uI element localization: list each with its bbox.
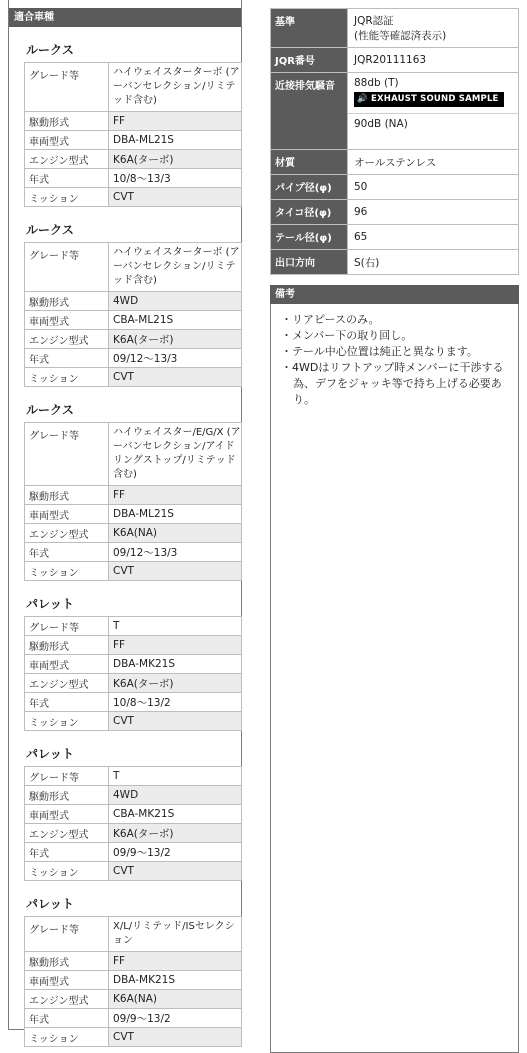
spec-row-exit <box>271 250 519 275</box>
field-value-mission: CVT <box>109 1028 242 1047</box>
field-label: エンジン型式 <box>25 674 109 693</box>
spec-label: 近接排気騒音 <box>271 73 348 150</box>
table-row <box>25 423 242 486</box>
field-value-year: 10/8～13/3 <box>109 169 242 188</box>
notes-panel <box>270 285 519 1053</box>
spec-label: 基準 <box>271 9 348 48</box>
table-row <box>25 917 242 952</box>
field-label: グレード等 <box>25 767 109 786</box>
field-label: エンジン型式 <box>25 824 109 843</box>
car-name: ルークス <box>26 43 74 57</box>
field-label: 駆動形式 <box>25 786 109 805</box>
note-item: ・メンバー下の取り回し。 <box>281 329 413 342</box>
car-spec-table <box>24 242 242 387</box>
field-label: エンジン型式 <box>25 990 109 1009</box>
spec-value <box>348 73 519 150</box>
table-row <box>25 862 242 881</box>
spec-panel <box>270 8 519 1053</box>
field-value-engine: K6A(NA) <box>109 990 242 1009</box>
table-row <box>25 843 242 862</box>
field-label: ミッション <box>25 862 109 881</box>
table-row <box>25 131 242 150</box>
field-value-model: DBA-ML21S <box>109 131 242 150</box>
field-label: エンジン型式 <box>25 150 109 169</box>
spec-row-noise <box>271 73 519 150</box>
table-row <box>25 617 242 636</box>
field-value-year: 09/12～13/3 <box>109 543 242 562</box>
table-row <box>25 543 242 562</box>
car-spec-table <box>24 916 242 1047</box>
compatible-vehicles-panel <box>8 0 242 1045</box>
field-label: 年式 <box>25 543 109 562</box>
field-label: エンジン型式 <box>25 330 109 349</box>
table-row <box>25 952 242 971</box>
field-value-model: DBA-MK21S <box>109 655 242 674</box>
field-value-grade: T <box>109 617 242 636</box>
table-row <box>25 824 242 843</box>
spec-value: 96 <box>348 200 519 225</box>
field-label: グレード等 <box>25 243 109 292</box>
field-value-drive: FF <box>109 952 242 971</box>
table-row <box>25 169 242 188</box>
spec-row-standard <box>271 9 519 48</box>
field-label: ミッション <box>25 368 109 387</box>
car-block <box>9 42 241 207</box>
table-row <box>25 150 242 169</box>
table-row <box>25 112 242 131</box>
field-label: 年式 <box>25 349 109 368</box>
spec-label: JQR番号 <box>271 48 348 73</box>
field-value-mission: CVT <box>109 188 242 207</box>
spec-row-material <box>271 150 519 175</box>
notes-header: 備考 <box>270 285 519 304</box>
field-value-grade: ハイウェイスターターボ (アーバンセレクション/リミテッド含む) <box>109 243 242 292</box>
table-row <box>25 693 242 712</box>
field-label: ミッション <box>25 712 109 731</box>
field-value-year: 09/12～13/3 <box>109 349 242 368</box>
field-label: 年式 <box>25 169 109 188</box>
table-row <box>25 971 242 990</box>
note-item: ・4WDはリフトアップ時メンバーに干渉する為、デフをジャッキ等で持ち上げる必要あり。 <box>281 361 504 406</box>
field-value-grade: X/L/リミテッド/ISセレクション <box>109 917 242 952</box>
field-label: 駆動形式 <box>25 486 109 505</box>
field-value-model: DBA-MK21S <box>109 971 242 990</box>
car-block <box>9 596 241 731</box>
field-label: 車両型式 <box>25 505 109 524</box>
field-value-mission: CVT <box>109 368 242 387</box>
field-label: エンジン型式 <box>25 524 109 543</box>
car-spec-table <box>24 422 242 581</box>
field-label: ミッション <box>25 562 109 581</box>
note-item: ・リアピースのみ。 <box>281 313 380 326</box>
table-row <box>25 311 242 330</box>
field-value-year: 10/8～13/2 <box>109 693 242 712</box>
car-spec-table <box>24 616 242 731</box>
field-label: ミッション <box>25 1028 109 1047</box>
field-value-model: CBA-ML21S <box>109 311 242 330</box>
field-label: 年式 <box>25 693 109 712</box>
compatible-vehicles-header: 適合車種 <box>9 8 241 27</box>
table-row <box>25 805 242 824</box>
table-row <box>25 505 242 524</box>
spec-label: 材質 <box>271 150 348 175</box>
field-value-drive: FF <box>109 636 242 655</box>
car-spec-table <box>24 62 242 207</box>
spec-value: オールステンレス <box>348 150 519 175</box>
field-label: 年式 <box>25 843 109 862</box>
table-row <box>25 188 242 207</box>
notes-list <box>271 312 518 408</box>
field-value-year: 09/9～13/2 <box>109 1009 242 1028</box>
car-name: ルークス <box>26 403 74 417</box>
field-label: 車両型式 <box>25 655 109 674</box>
car-block <box>9 896 241 1047</box>
field-value-year: 09/9～13/2 <box>109 843 242 862</box>
table-row <box>25 636 242 655</box>
table-row <box>25 368 242 387</box>
car-name: パレット <box>26 597 74 611</box>
spec-row-jqr <box>271 48 519 73</box>
note-item: ・テール中心位置は純正と異なります。 <box>281 345 478 358</box>
spec-row-tail <box>271 225 519 250</box>
spec-row-pipe <box>271 175 519 200</box>
field-value-engine: K6A(ターボ) <box>109 824 242 843</box>
car-name: パレット <box>26 747 74 761</box>
table-row <box>25 63 242 112</box>
car-block <box>9 402 241 581</box>
standard-value-line1: JQR認証 <box>354 15 394 27</box>
spec-label: タイコ径(φ) <box>271 200 348 225</box>
spec-row-taiko <box>271 200 519 225</box>
table-row <box>25 767 242 786</box>
field-value-grade: ハイウェイスターターボ (アーバンセレクション/リミテッド含む) <box>109 63 242 112</box>
field-label: 駆動形式 <box>25 292 109 311</box>
car-spec-table <box>24 766 242 881</box>
field-value-grade: ハイウェイスター/E/G/X (アーバンセレクション/アイドリングストップ/リミテッド含む) <box>109 423 242 486</box>
standard-value-line2: (性能等確認済表示) <box>354 30 447 42</box>
field-label: 車両型式 <box>25 131 109 150</box>
field-label: 車両型式 <box>25 311 109 330</box>
table-row <box>25 562 242 581</box>
field-value-engine: K6A(ターボ) <box>109 150 242 169</box>
field-value-grade: T <box>109 767 242 786</box>
field-label: 車両型式 <box>25 805 109 824</box>
table-row <box>25 486 242 505</box>
spec-value: 50 <box>348 175 519 200</box>
field-value-mission: CVT <box>109 562 242 581</box>
field-value-engine: K6A(ターボ) <box>109 330 242 349</box>
field-value-mission: CVT <box>109 712 242 731</box>
table-row <box>25 655 242 674</box>
field-label: グレード等 <box>25 617 109 636</box>
table-row <box>25 330 242 349</box>
spec-table <box>270 8 519 275</box>
car-list <box>9 42 241 1047</box>
table-row <box>25 524 242 543</box>
field-label: 駆動形式 <box>25 112 109 131</box>
field-value-drive: 4WD <box>109 786 242 805</box>
field-value-drive: 4WD <box>109 292 242 311</box>
speaker-icon: 🔊 <box>357 94 368 104</box>
spec-label: テール径(φ) <box>271 225 348 250</box>
table-row <box>25 349 242 368</box>
field-label: グレード等 <box>25 423 109 486</box>
spec-label: 出口方向 <box>271 250 348 275</box>
field-value-drive: FF <box>109 112 242 131</box>
spec-label: パイプ径(φ) <box>271 175 348 200</box>
exhaust-sound-sample-button[interactable] <box>354 92 504 107</box>
field-value-engine: K6A(ターボ) <box>109 674 242 693</box>
table-row <box>25 786 242 805</box>
field-value-drive: FF <box>109 486 242 505</box>
table-row <box>25 674 242 693</box>
field-value-model: DBA-ML21S <box>109 505 242 524</box>
car-block <box>9 222 241 387</box>
spec-value: S(右) <box>348 250 519 275</box>
field-label: グレード等 <box>25 917 109 952</box>
field-label: 駆動形式 <box>25 952 109 971</box>
field-value-engine: K6A(NA) <box>109 524 242 543</box>
car-name: ルークス <box>26 223 74 237</box>
table-row <box>25 1009 242 1028</box>
table-row <box>25 990 242 1009</box>
table-row <box>25 292 242 311</box>
field-label: 駆動形式 <box>25 636 109 655</box>
table-row <box>25 1028 242 1047</box>
spec-value <box>348 9 519 48</box>
field-label: 車両型式 <box>25 971 109 990</box>
exhaust-sound-sample-label: EXHAUST SOUND SAMPLE <box>371 94 499 104</box>
field-value-mission: CVT <box>109 862 242 881</box>
spec-value: 65 <box>348 225 519 250</box>
field-label: 年式 <box>25 1009 109 1028</box>
field-label: ミッション <box>25 188 109 207</box>
field-value-model: CBA-MK21S <box>109 805 242 824</box>
spec-value: JQR20111163 <box>348 48 519 73</box>
car-name: パレット <box>26 897 74 911</box>
field-label: グレード等 <box>25 63 109 112</box>
table-row <box>25 243 242 292</box>
car-block <box>9 746 241 881</box>
table-row <box>25 712 242 731</box>
noise-value-2: 90dB (NA) <box>348 113 518 132</box>
noise-value-1: 88db (T) <box>354 77 399 89</box>
